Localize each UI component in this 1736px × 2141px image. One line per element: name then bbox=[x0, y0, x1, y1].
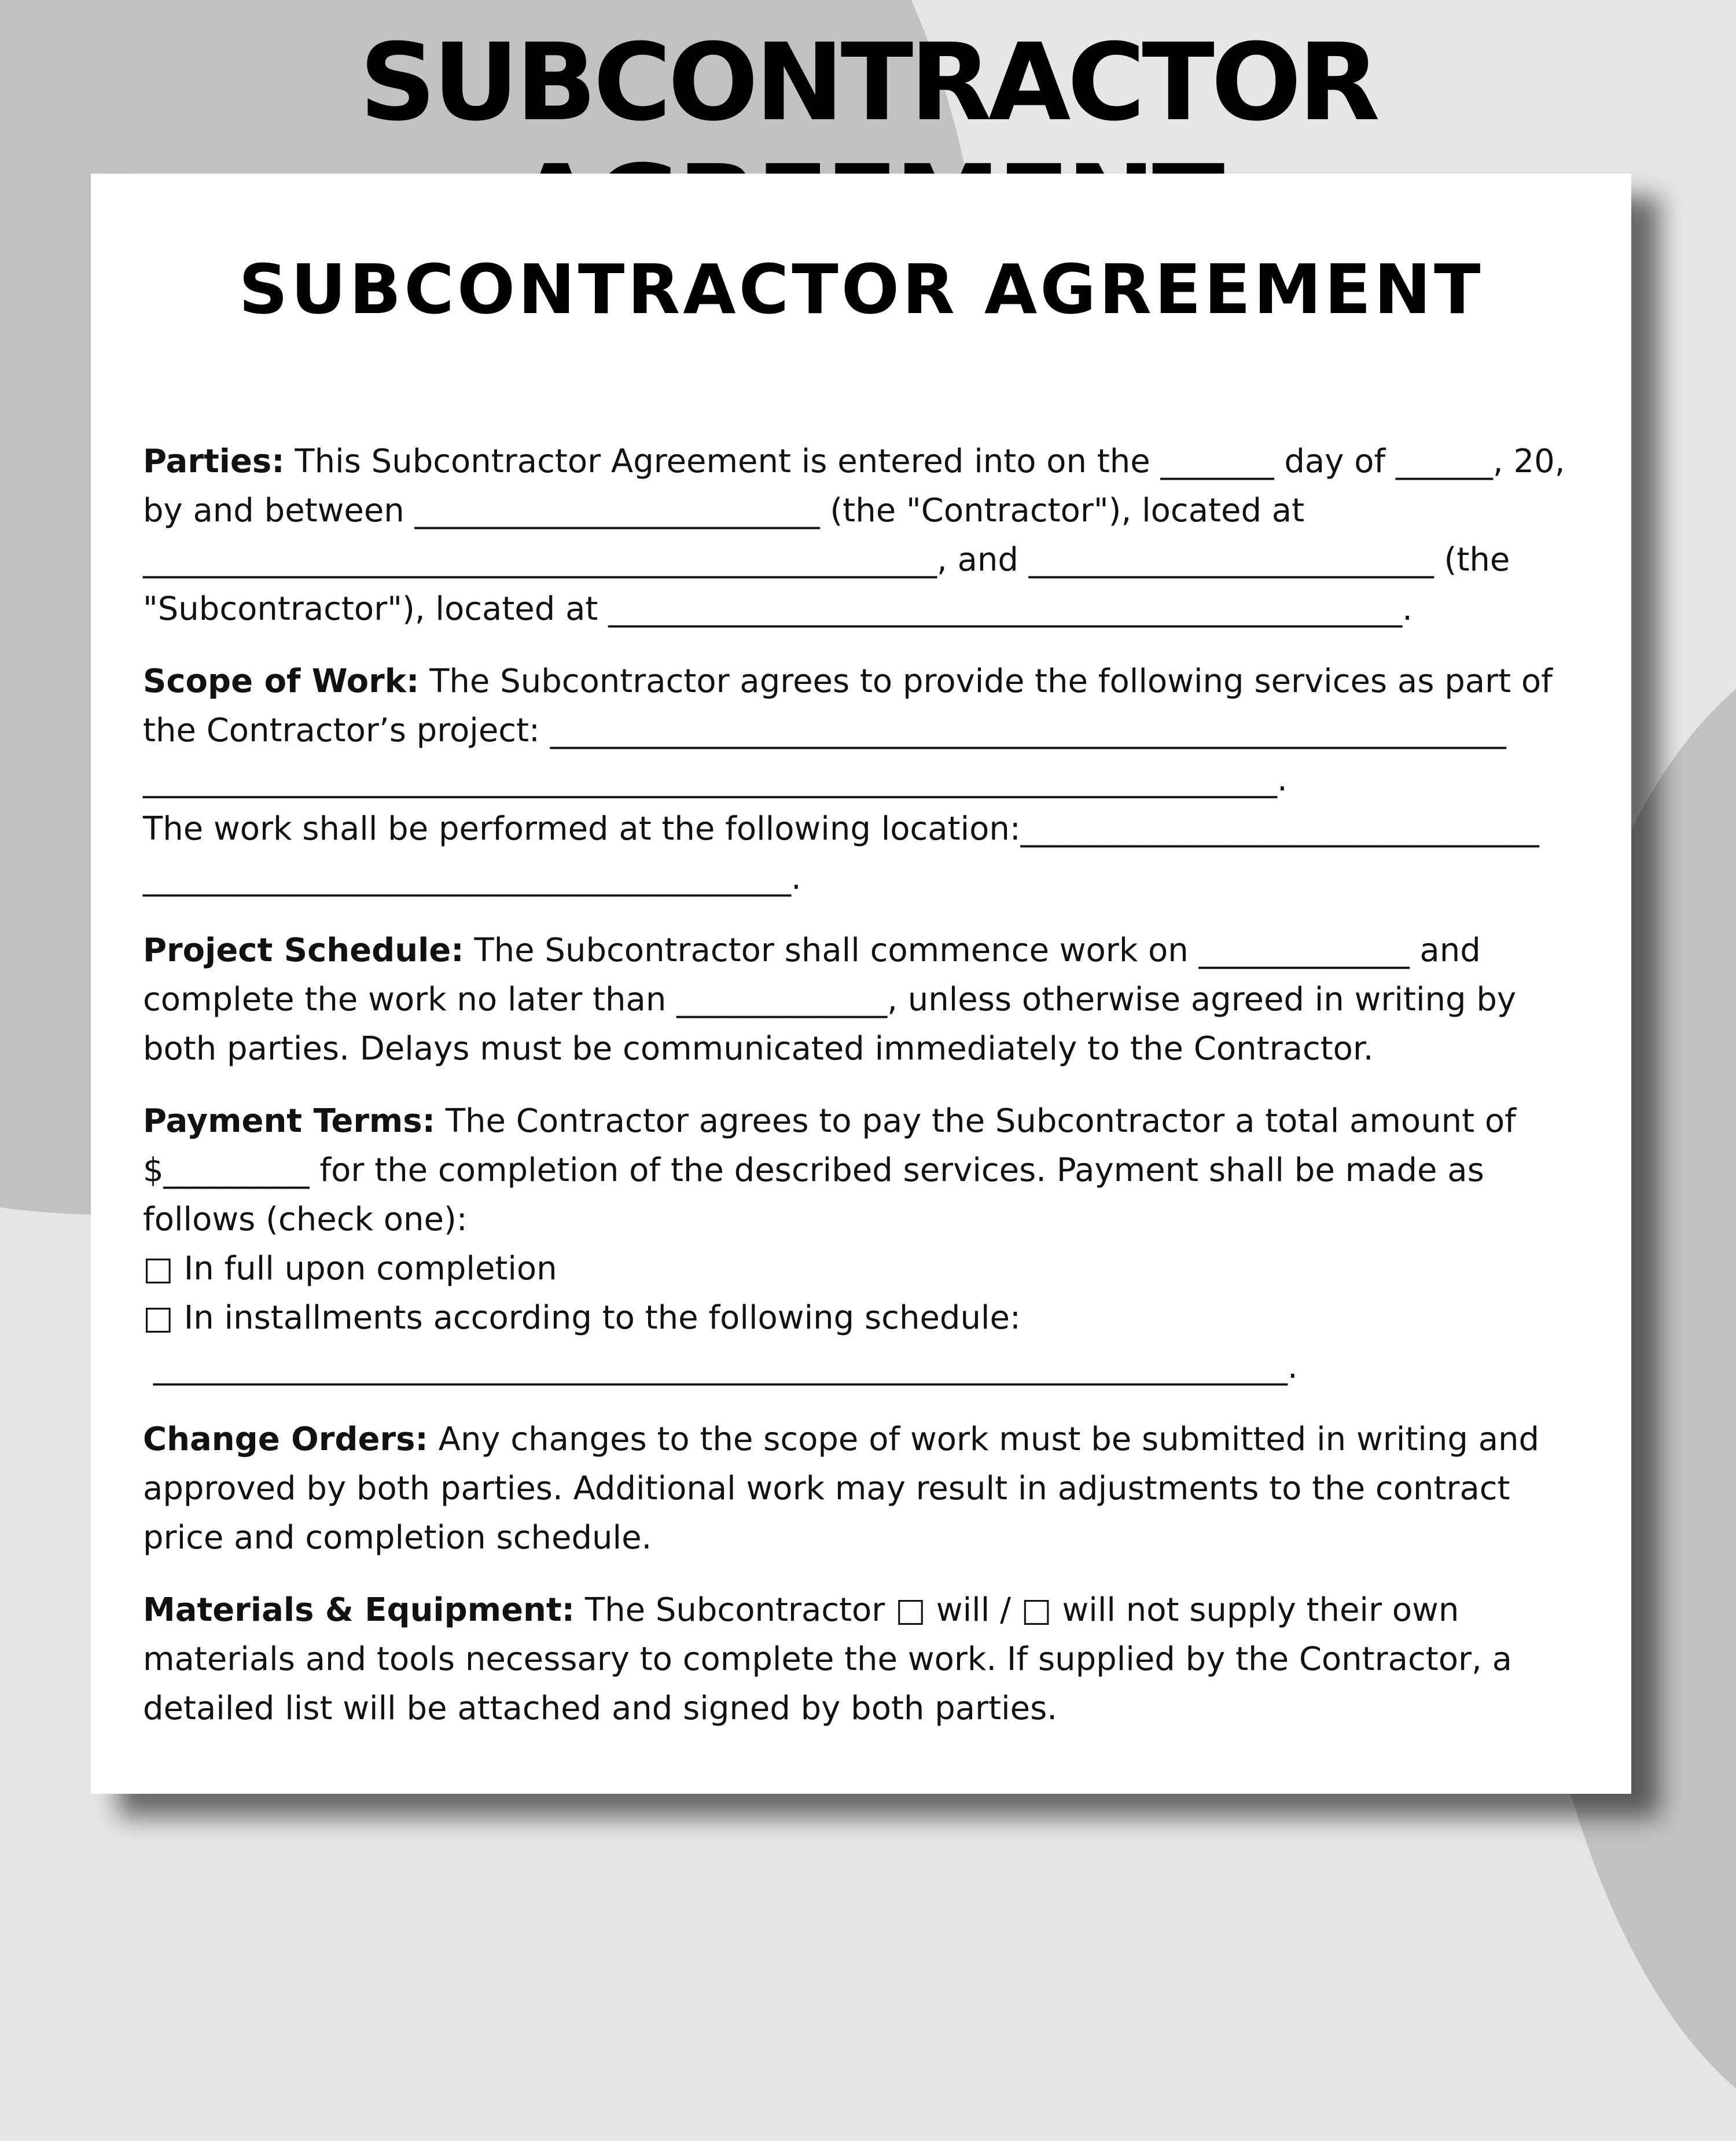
section-parties bbox=[143, 437, 1590, 634]
section-label: Materials & Equipment: bbox=[143, 1591, 575, 1629]
section-payment-terms bbox=[143, 1097, 1590, 1392]
section-label: Scope of Work: bbox=[143, 663, 420, 700]
document-body bbox=[143, 437, 1590, 1756]
section-text: The Contractor agrees to pay the Subcontractor a total amount of $_________ for the completion of the described services. Payment shall be made as follows (check one): □ In full upon completion □ In installments according to the following schedule: ______________________________________________________________________. bbox=[143, 1102, 1516, 1386]
section-label: Parties: bbox=[143, 443, 285, 480]
section-text: This Subcontractor Agreement is entered into on the _______ day of ______, 20, by and between _________________________ (the "Contractor"), located at _________________________________________________, and _________________________ (the "Subcontractor"), located at _________________________________________________. bbox=[143, 443, 1565, 628]
section-text: Any changes to the scope of work must be submitted in writing and approved by both parties. Additional work may result in adjustments to the contract price and completion schedule. bbox=[143, 1421, 1540, 1557]
section-label: Change Orders: bbox=[143, 1421, 428, 1458]
section-label: Payment Terms: bbox=[143, 1102, 436, 1140]
section-text: The Subcontractor shall commence work on _____________ and complete the work no later than _____________, unless otherwise agreed in writing by both parties. Delays must be communicated immediately to the Contractor. bbox=[143, 932, 1517, 1068]
section-materials-equipment bbox=[143, 1585, 1590, 1733]
section-label: Project Schedule: bbox=[143, 932, 464, 969]
document-page bbox=[91, 174, 1631, 1794]
banner-title: SUBCONTRACTOR bbox=[359, 21, 1377, 145]
section-text: The Subcontractor agrees to provide the following services as part of the Contractor’s project: ___________________________________________________________ ______________________________________________________________________. The work shall be performed at the following location:________________________________ ________________________________________. bbox=[143, 663, 1553, 897]
section-scope-of-work bbox=[143, 657, 1590, 903]
section-change-orders bbox=[143, 1415, 1590, 1562]
section-project-schedule bbox=[143, 926, 1590, 1073]
document-title: SUBCONTRACTOR AGREEMENT bbox=[238, 249, 1484, 329]
section-text: The Subcontractor □ will / □ will not supply their own materials and tools necessary to complete the work. If supplied by the Contractor, a detailed list will be attached and signed by both parties. bbox=[143, 1591, 1512, 1727]
